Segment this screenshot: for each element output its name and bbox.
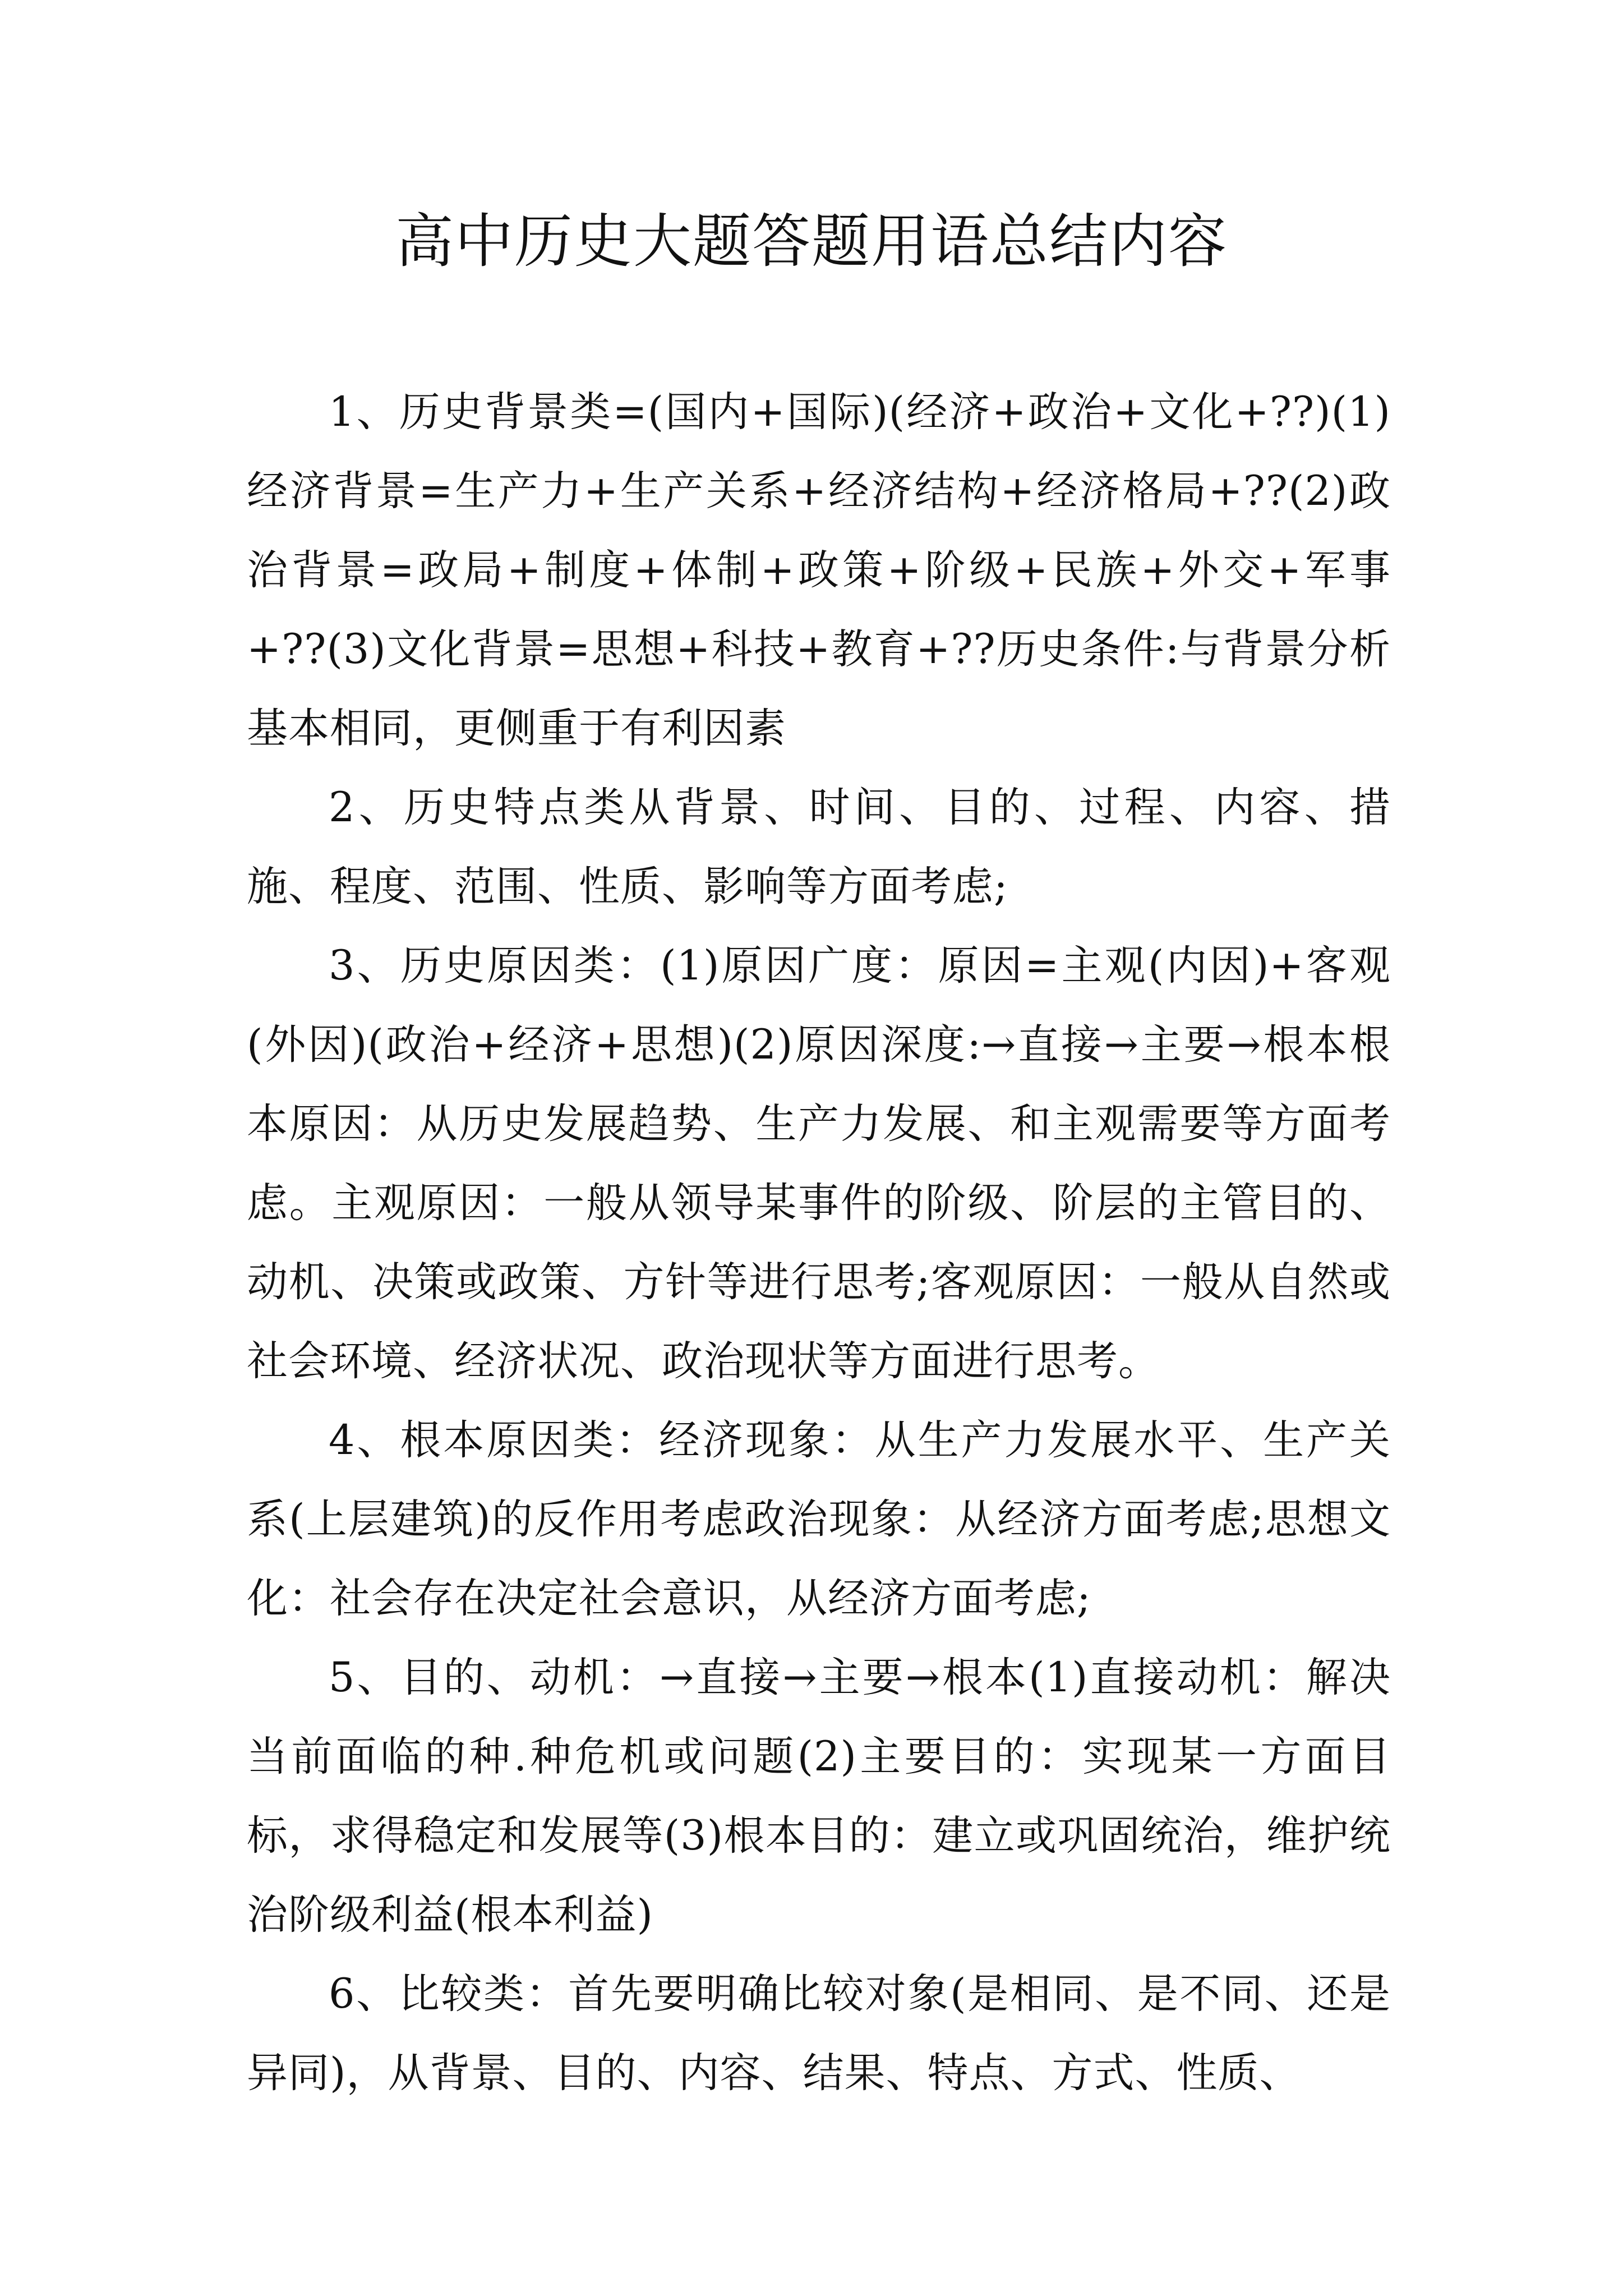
paragraph-causes: 3、历史原因类：(1)原因广度：原因=主观(内因)+客观(外因)(政治+经济+思想)(2)原因深度:→直接→主要→根本根本原因：从历史发展趋势、生产力发展、和主观需要等方面考虑。主观原因：一般从领导某事件的阶级、阶层的主管目的、动机、决策或政策、方针等进行思考;客观原因：一般从自然或社会环境、经济状况、政治现状等方面进行思考。 xyxy=(247,942,1391,1385)
paragraph-root-causes: 4、根本原因类：经济现象：从生产力发展水平、生产关系(上层建筑)的反作用考虑政治现象：从经济方面考虑;思想文化：社会存在决定社会意识，从经济方面考虑; xyxy=(247,1416,1391,1622)
paragraph-background: 1、历史背景类=(国内+国际)(经济+政治+文化+??)(1)经济背景=生产力+生产关系+经济结构+经济格局+??(2)政治背景=政局+制度+体制+政策+阶级+民族+外交+军事+??(3)文化背景=思想+科技+教育+??历史条件:与背景分析基本相同，更侧重于有利因素 xyxy=(247,388,1391,752)
document-title: 高中历史大题答题用语总结内容 xyxy=(395,207,1228,275)
paragraph-comparison: 6、比较类：首先要明确比较对象(是相同、是不同、还是异同)，从背景、目的、内容、结果、特点、方式、性质、 xyxy=(247,1970,1391,2097)
paragraph-characteristics: 2、历史特点类从背景、时间、目的、过程、内容、措施、程度、范围、性质、影响等方面考虑; xyxy=(247,784,1391,910)
paragraph-purpose-motive: 5、目的、动机：→直接→主要→根本(1)直接动机：解决当前面临的种.种危机或问题(2)主要目的：实现某一方面目标，求得稳定和发展等(3)根本目的：建立或巩固统治，维护统治阶级利益(根本利益) xyxy=(247,1654,1391,1939)
document-body xyxy=(247,372,1391,2113)
